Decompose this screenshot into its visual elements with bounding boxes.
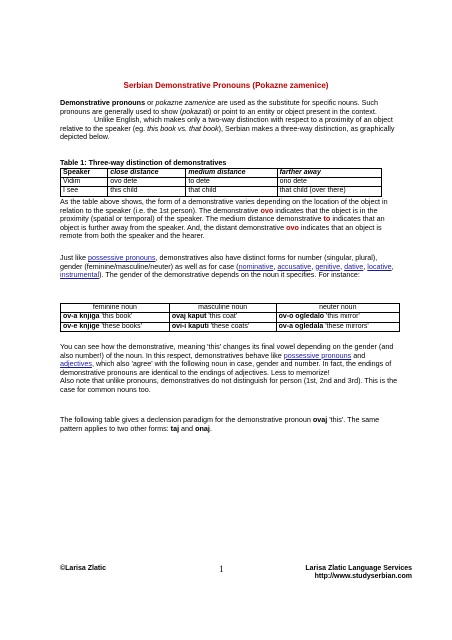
table-row — [61, 322, 400, 331]
agreement-section — [60, 343, 400, 395]
table-header-row — [61, 304, 400, 313]
link-possessive-pronouns[interactable]: possessive pronouns — [87, 253, 156, 262]
table1-caption: Table 1: Three-way distinction of demonstratives — [60, 158, 227, 167]
example-phrase: this book vs. that book — [147, 123, 219, 133]
demonstrative-to: to — [323, 214, 331, 224]
link-possessive-pronouns[interactable]: possessive pronouns — [283, 350, 352, 360]
text-run: Just like — [60, 253, 88, 262]
text-run: and — [351, 350, 366, 360]
example-gloss: 'this book' — [99, 313, 133, 321]
example-form: ov-a ogledala — [278, 322, 324, 330]
demonstrative-ovo: ovo — [286, 222, 299, 232]
table1-section — [60, 159, 400, 197]
table-header: feminine noun — [61, 304, 170, 313]
example-form: ov-e knjige — [63, 322, 100, 330]
term-pokazne-zamenice: pokazne zamenice — [155, 98, 216, 107]
table-cell — [169, 322, 276, 331]
footer-company: Larisa Zlatic Language Services — [305, 565, 412, 572]
forms-paragraph-block — [60, 254, 400, 280]
example-gloss: 'this coat' — [206, 313, 238, 321]
text-run: As the table above shows, the form of a demonstrative varies depending on the location of the object in relation to the speaker (i.e. the 1st person). The demonstrative — [60, 197, 388, 215]
table-row — [61, 313, 400, 322]
table2-section — [60, 303, 400, 332]
text-run: , which also 'agree' with the following noun in case, gender and number. In fact, the endings of demonstrative pronouns are identical to the endings of adjectives. Less to memorize! — [60, 359, 392, 377]
table-cell — [169, 313, 276, 322]
text-run: , — [391, 261, 394, 271]
location-paragraph — [60, 198, 400, 241]
example-gloss: 'these coats' — [208, 322, 250, 330]
term-pokazati: pokazati — [182, 106, 210, 116]
distinction-table — [60, 168, 382, 197]
table-cell — [276, 313, 399, 322]
footer-copyright: ©Larisa Zlatic — [60, 565, 107, 572]
link-dative[interactable]: dative — [344, 261, 364, 271]
agreement-paragraph — [60, 343, 400, 377]
footer-url[interactable]: http://www.studyserbian.com — [314, 573, 412, 580]
example-gloss: 'these books' — [99, 322, 142, 330]
location-paragraph-block — [60, 198, 400, 241]
example-gloss: 'this mirror' — [324, 313, 360, 321]
link-locative[interactable]: locative — [367, 261, 392, 271]
term-ovaj: ovaj — [312, 415, 328, 424]
link-instrumental[interactable]: instrumental — [60, 270, 100, 280]
table-cell: ono dete — [277, 178, 381, 187]
table-row — [61, 187, 382, 196]
example-form: ov-o ogledalo — [278, 313, 325, 321]
text-run: are used as the substitute for specific nouns. Such pronouns are generally used to show ( — [60, 98, 379, 116]
text-run: and — [179, 423, 196, 433]
page-title: Serbian Demonstrative Pronouns (Pokazne zamenice) — [123, 81, 329, 90]
text-run: or — [145, 98, 156, 107]
table-header: masculine noun — [169, 304, 276, 313]
text-run: The following table gives a declension paradigm for the demonstrative pronoun — [60, 415, 313, 424]
table-cell: I see — [61, 187, 108, 196]
table-cell — [276, 322, 399, 331]
text-run: ) or point to an entity or object present in the context. — [209, 106, 377, 116]
person-note: Also note that unlike pronouns, demonstratives do not distinguish for person (1st, 2nd and 3rd). This is the case for common nouns too. — [60, 376, 398, 394]
footer-credit — [300, 565, 412, 581]
example-form: ovi-i kaputi — [171, 322, 209, 330]
table-header-row — [61, 168, 382, 177]
declension-intro — [60, 416, 400, 433]
text-run: indicates that the object is in the proximity (spatial or temporal) of the speaker. The medium distance demonstrative — [60, 205, 378, 224]
table-cell: that child (over there) — [277, 187, 381, 196]
table-cell: that child — [186, 187, 277, 196]
text-run: ). The gender of the demonstrative depends on the noun it specifies. For instance: — [99, 270, 360, 280]
table-header: neuter noun — [276, 304, 399, 313]
page-number: 1 — [219, 564, 224, 574]
table-row — [61, 178, 382, 187]
table-cell: to dete — [186, 178, 277, 187]
table-cell — [61, 313, 170, 322]
text-run: 'this'. The same pattern applies to two other forms: — [60, 415, 380, 433]
term-taj: taj — [170, 423, 180, 433]
intro-paragraph — [60, 99, 400, 116]
table-header: farther away — [277, 168, 381, 177]
distinction-paragraph — [60, 116, 400, 142]
table-cell: Vidim — [61, 178, 108, 187]
text-run: , — [363, 261, 368, 271]
table-header: medium distance — [186, 168, 277, 177]
text-run: , — [273, 261, 278, 271]
example-gloss: 'these mirrors' — [323, 322, 369, 330]
intro-section — [60, 99, 400, 142]
text-run: , — [311, 261, 316, 271]
table-cell: ovo dete — [108, 178, 186, 187]
link-genitive[interactable]: genitive — [315, 261, 341, 271]
text-run: ), Serbian makes a three-way distinction, as graphically depicted below. — [60, 123, 395, 142]
term-demonstrative-pronouns: Demonstrative pronouns — [60, 98, 146, 107]
text-run: , — [340, 261, 345, 271]
link-nominative[interactable]: nominative — [238, 261, 274, 271]
table-cell: this child — [108, 187, 186, 196]
declension-intro-block — [60, 416, 400, 433]
text-run: , demonstratives also have distinct forms for number (singular, plural), gender (feminine/masculine/neuter) as well as for case ( — [60, 253, 378, 271]
table-header: Speaker — [61, 168, 108, 177]
link-accusative[interactable]: accusative — [277, 261, 312, 271]
link-adjectives[interactable]: adjectives — [60, 359, 92, 369]
table-header: close distance — [108, 168, 186, 177]
example-form: ovaj kaput — [171, 313, 207, 321]
forms-paragraph — [60, 254, 400, 280]
text-run: . — [209, 423, 212, 433]
text-run: indicates that an object is further away from the speaker. And, the distant demonstrative — [60, 214, 385, 232]
demonstrative-ovo: ovo — [260, 205, 274, 215]
gender-table — [60, 303, 400, 332]
term-onaj: onaj — [195, 423, 210, 433]
text-run: Unlike English, which makes only a two-way distinction with respect to a proximity of an object relative to the speaker (eg. — [60, 115, 393, 133]
text-run: indicates that an object is remote from both the speaker and the hearer. — [60, 222, 382, 241]
text-run: You can see how the demonstrative, meaning 'this' changes its final vowel depending on the gender (and also number!) of the noun. In this respect, demonstratives behave like — [60, 342, 394, 360]
example-form: ov-a knjiga — [63, 313, 100, 321]
table-cell — [61, 322, 170, 331]
